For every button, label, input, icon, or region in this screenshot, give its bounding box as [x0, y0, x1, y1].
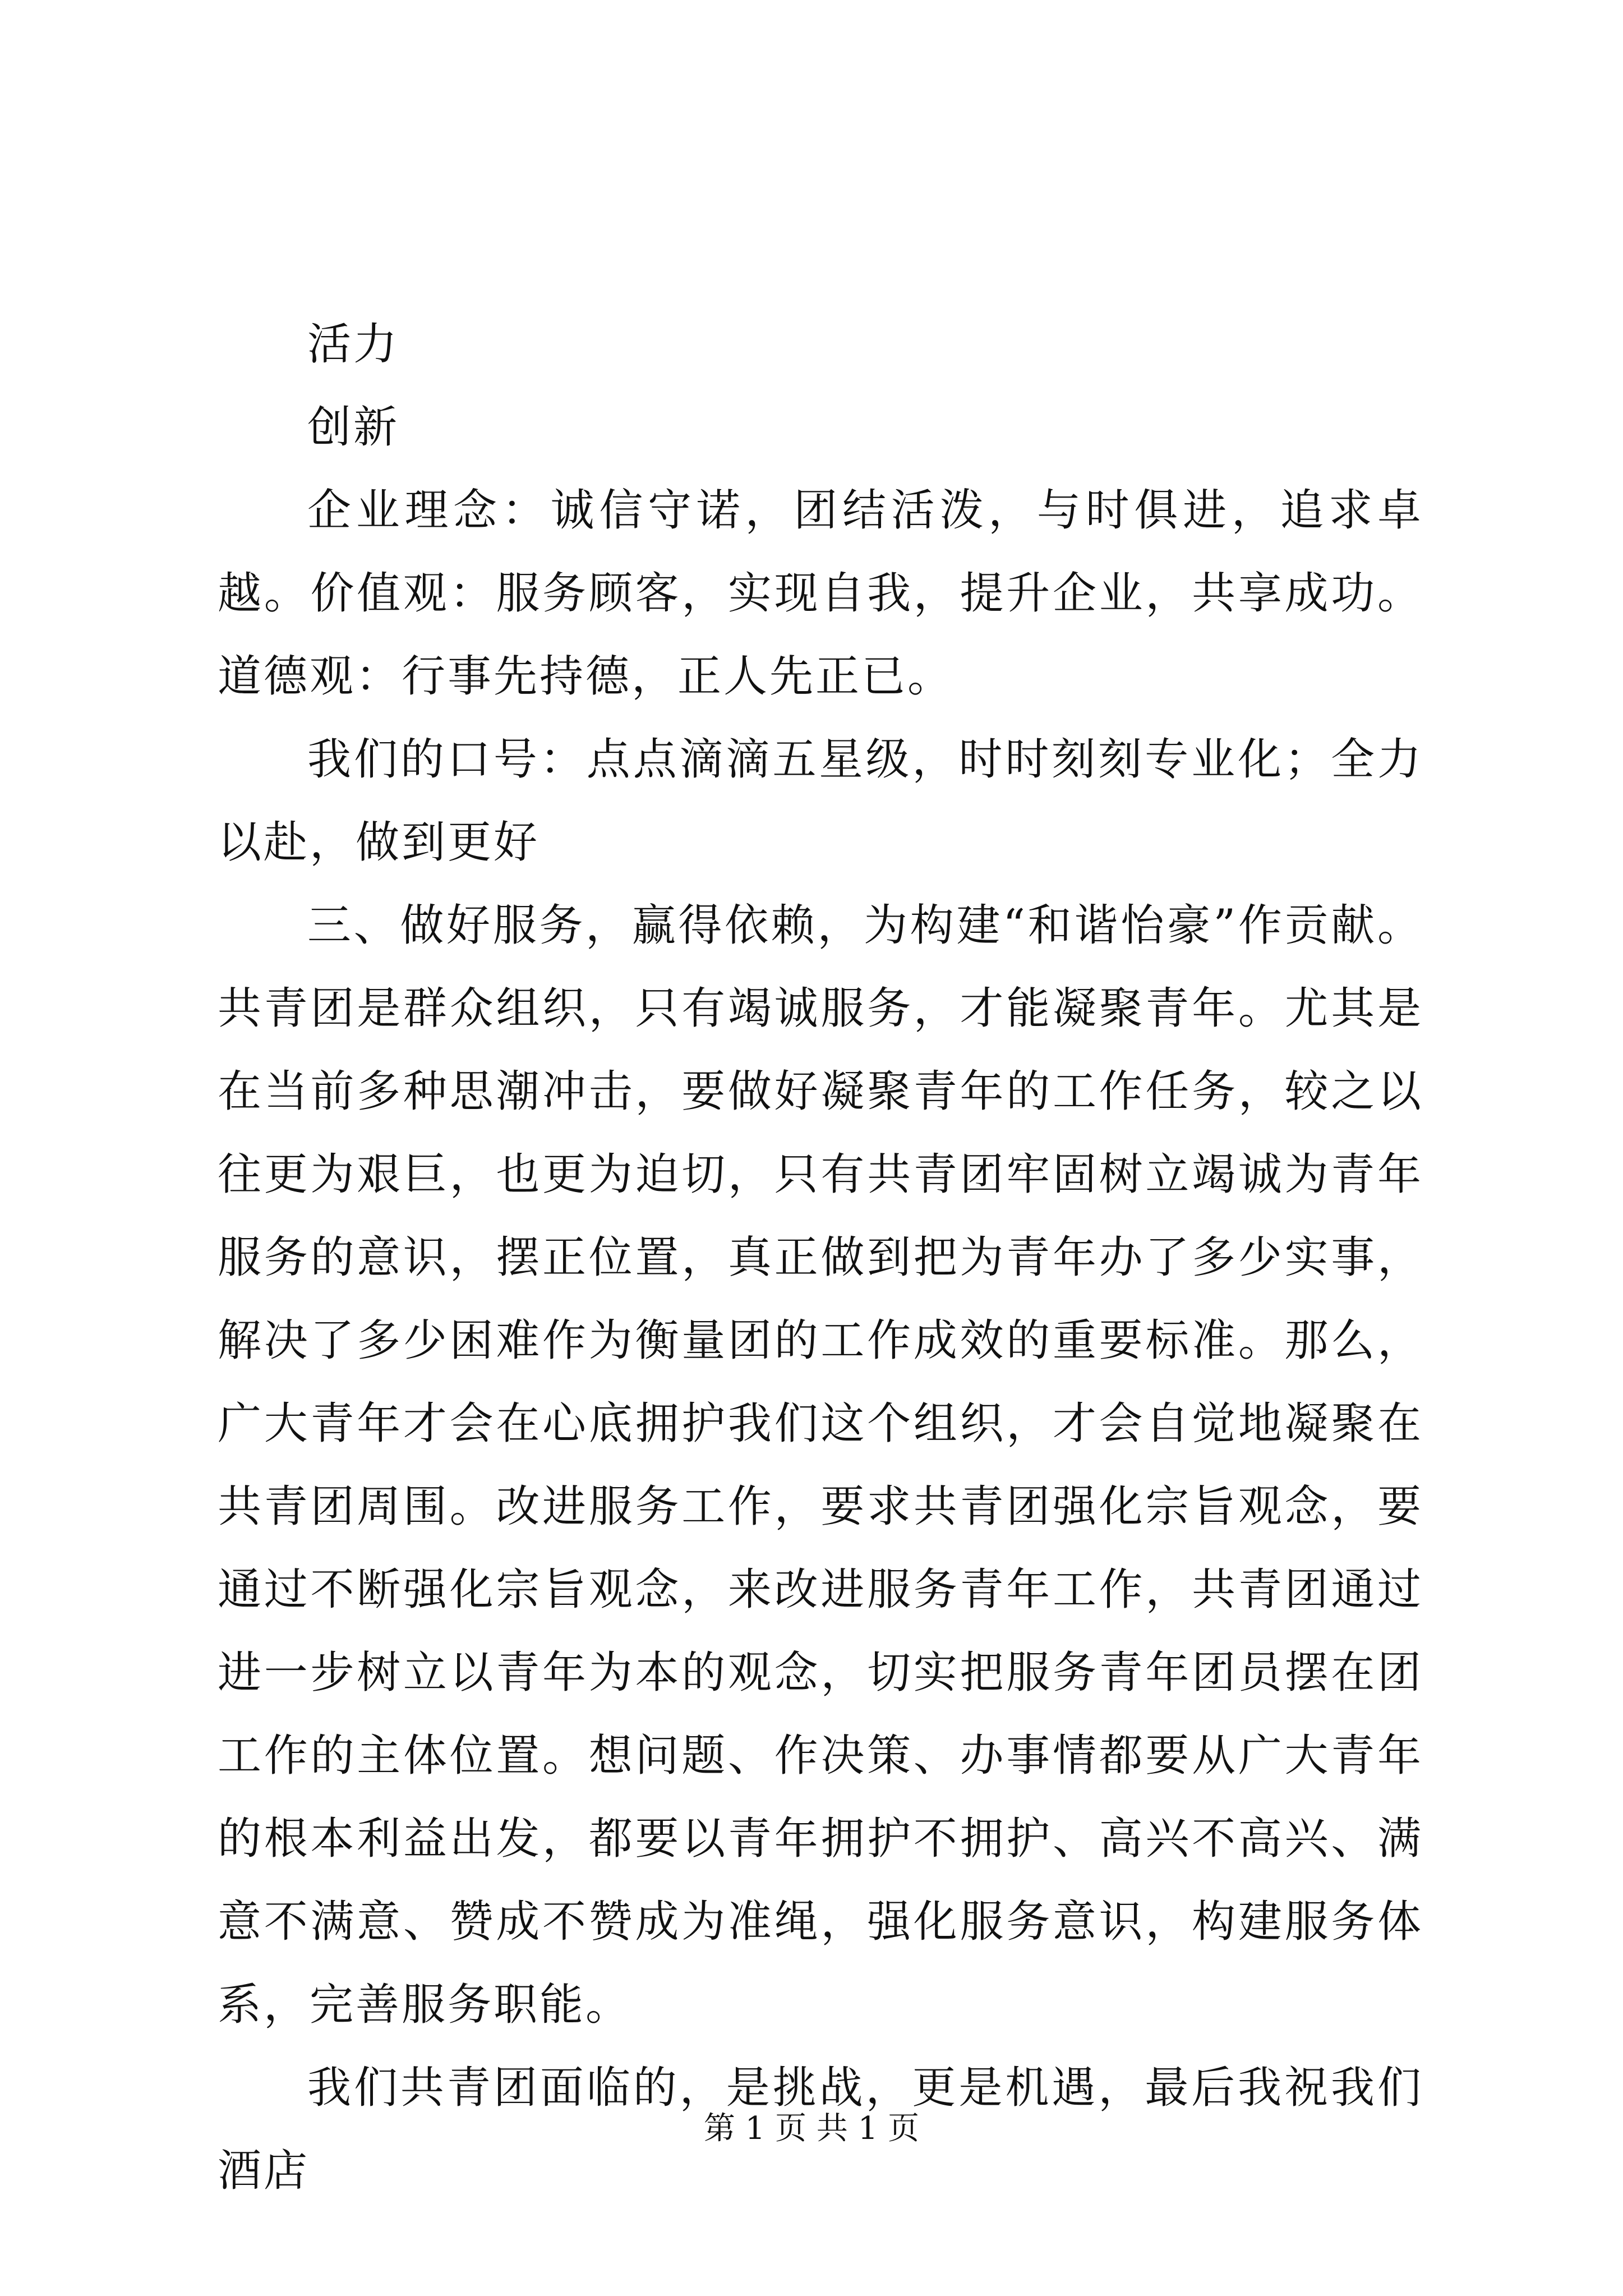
paragraph-service-section: 三、做好服务，赢得依赖，为构建“和谐怡豪”作贡献。共青团是群众组织，只有竭诚服务，才能凝聚青年。尤其是在当前多种思潮冲击，要做好凝聚青年的工作任务，较之以往更为艰巨，也更为迫切，只有共青团牢固树立竭诚为青年服务的意识，摆正位置，真正做到把为青年办了多少实事，解决了多少困难作为衡量团的工作成效的重要标准。那么，广大青年才会在心底拥护我们这个组织，才会自觉地凝聚在共青团周围。改进服务工作，要求共青团强化宗旨观念，要通过不断强化宗旨观念，来改进服务青年工作，共青团通过进一步树立以青年为本的观念，切实把服务青年团员摆在团工作的主体位置。想问题、作决策、办事情都要从广大青年的根本利益出发，都要以青年拥护不拥护、高兴不高兴、满意不满意、赞成不赞成为准绳，强化服务意识，构建服务体系，完善服务职能。 [218, 900, 1423, 2030]
document-body [218, 303, 1423, 2212]
paragraph-innovation: 创新 [307, 402, 400, 453]
paragraph-closing: 我们共青团面临的，是挑战，更是机遇，最后我祝我们酒店 [218, 2063, 1423, 2196]
paragraph-enterprise-philosophy: 企业理念：诚信守诺，团结活泼，与时俱进，追求卓越。价值观：服务顾客，实现自我，提升企业，共享成功。道德观：行事先持德，正人先正已。 [218, 485, 1423, 702]
paragraph-slogan: 我们的口号：点点滴滴五星级，时时刻刻专业化；全力以赴，做到更好 [218, 734, 1423, 868]
page-footer: 第 1 页 共 1 页 [703, 2110, 920, 2147]
paragraph-vitality: 活力 [307, 319, 400, 370]
